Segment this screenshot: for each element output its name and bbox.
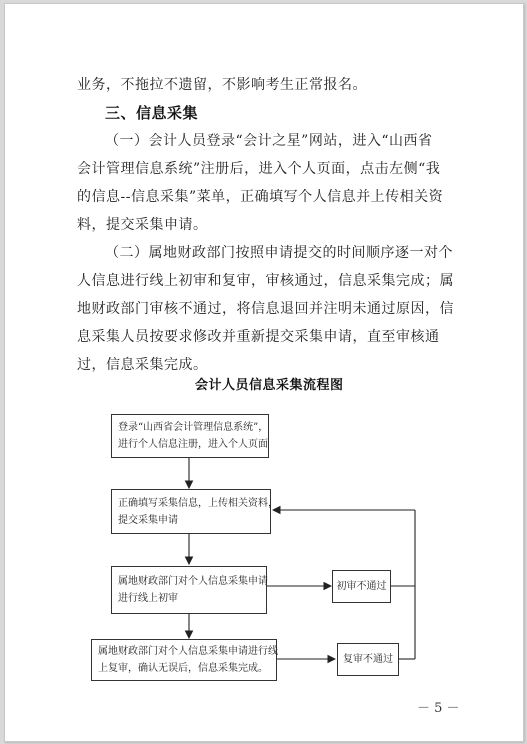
flowchart-connectors xyxy=(5,4,523,741)
flow-step-text: 进行个人信息注册，进入个人页面 xyxy=(118,439,268,450)
page-number: － 5 － xyxy=(417,701,460,716)
text-line: （一）会计人员登录“会计之星”网站，进入“山西省 xyxy=(105,133,433,149)
flow-step-text: 进行线上初审 xyxy=(118,593,178,604)
flow-reject-first xyxy=(332,570,391,603)
text-line: 会计管理信息系统”注册后，进入个人页面，点击左侧“我 xyxy=(77,161,441,177)
text-line: 地财政部门审核不通过，将信息退回并注明未通过原因，信 xyxy=(77,301,454,317)
section-heading: 三、信息采集 xyxy=(105,104,199,122)
flow-step-text: 正确填写采集信息，上传相关资料， xyxy=(118,497,278,509)
text-line: 料，提交采集申请。 xyxy=(77,217,208,233)
flow-step-first-review xyxy=(111,566,267,614)
text-line: （二）属地财政部门按照申请提交的时间顺序逐一对个 xyxy=(105,245,453,261)
flow-step-text: 属地财政部门对个人信息采集申请进行线 xyxy=(98,646,278,657)
flow-step-submit xyxy=(111,489,278,534)
flow-reject-text: 初审不通过 xyxy=(336,581,387,592)
text-line: 人信息进行线上初审和复审，审核通过，信息采集完成；属 xyxy=(77,273,454,289)
flow-step-text: 上复审，确认无误后，信息采集完成。 xyxy=(98,663,268,674)
text-line: 过，信息采集完成。 xyxy=(77,357,208,373)
flow-reject-text: 复审不通过 xyxy=(343,654,393,665)
text-line: 息采集人员按要求修改并重新提交采集申请，直至审核通 xyxy=(77,329,440,345)
flow-step-text: 提交采集申请 xyxy=(118,514,178,526)
flow-reject-second xyxy=(337,643,399,676)
text-line: 业务，不拖拉不遗留，不影响考生正常报名。 xyxy=(77,77,367,93)
text-line: 的信息--信息采集”菜单，正确填写个人信息并上传相关资 xyxy=(77,189,444,205)
flow-step-second-review xyxy=(91,639,277,681)
flowchart-title: 会计人员信息采集流程图 xyxy=(195,378,344,393)
flow-step-text: 登录“山西省会计管理信息系统”， xyxy=(118,422,269,433)
flow-step-register xyxy=(111,414,269,458)
flow-step-text: 属地财政部门对个人信息采集申请 xyxy=(118,576,268,587)
document-page xyxy=(4,3,524,742)
